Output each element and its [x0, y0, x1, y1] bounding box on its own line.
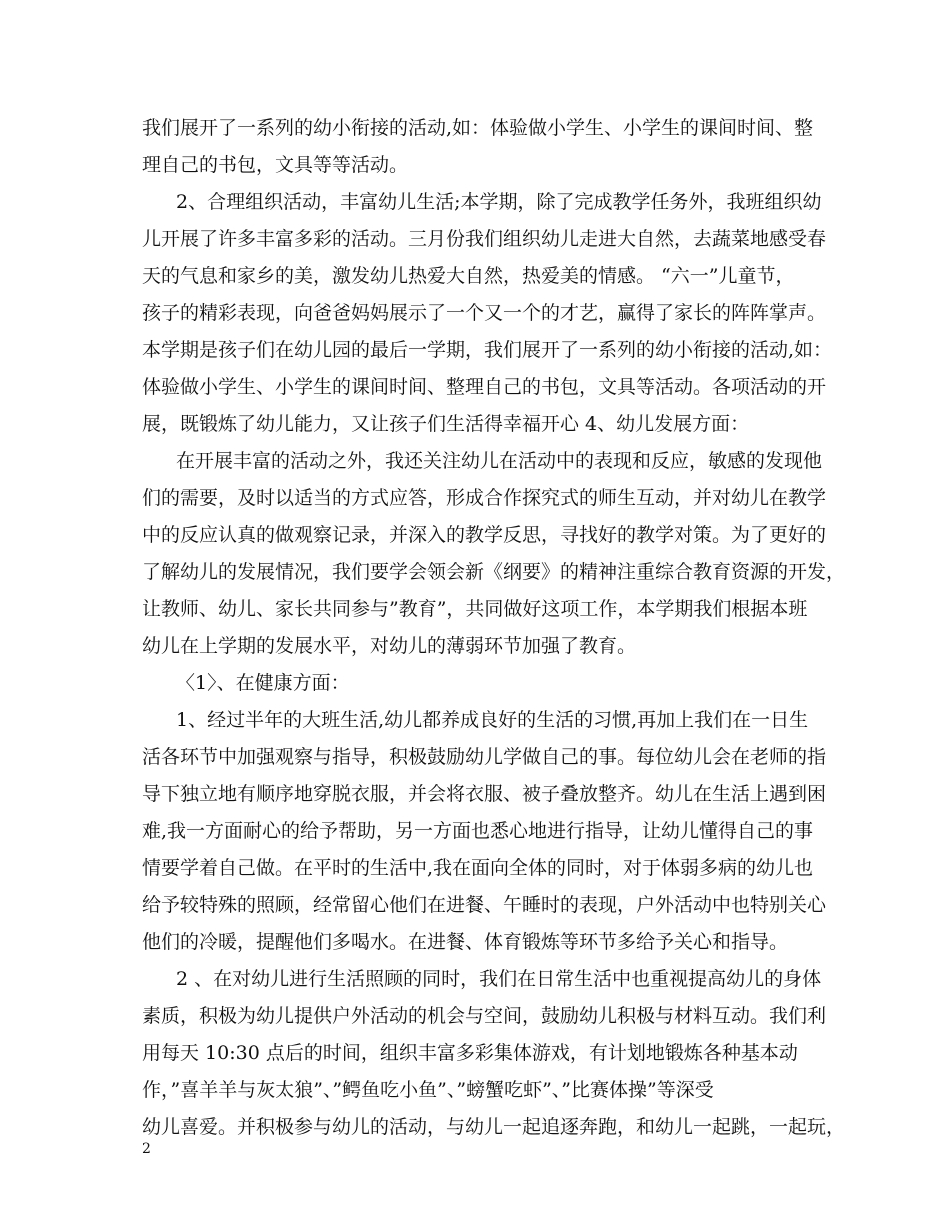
- text-line: 导下独立地有顺序地穿脱衣服，并会将衣服、被子叠放整齐。幼儿在生活上遇到困: [142, 783, 827, 805]
- text-line: 幼儿喜爱。并积极参与幼儿的活动，与幼儿一起追逐奔跑，和幼儿一起跳，一起玩，: [142, 1116, 846, 1138]
- text-line: 幼儿在上学期的发展水平，对幼儿的薄弱环节加强了教育。: [142, 635, 637, 657]
- text-line: 难,我一方面耐心的给予帮助，另一方面也悉心地进行指导，让幼儿懂得自己的事: [142, 820, 814, 842]
- text-line: 天的气息和家乡的美，激发幼儿热爱大自然，热爱美的情感。 “六一”儿童节，: [142, 265, 795, 287]
- text-line: 了解幼儿的发展情况，我们要学会领会新《纲要》的精神注重综合教育资源的开发，: [142, 561, 846, 583]
- text-line: 作，”喜羊羊与灰太狼”、”鳄鱼吃小鱼”、”螃蟹吃虾”、”比赛体操”等深受: [142, 1079, 714, 1101]
- text-line: 中的反应认真的做观察记录，并深入的教学反思，寻找好的教学对策。为了更好的: [142, 524, 827, 546]
- text-line: 在开展丰富的活动之外，我还关注幼儿在活动中的表现和反应，敏感的发现他: [176, 450, 823, 472]
- text-line: 我们展开了一系列的幼小衔接的活动,如：体验做小学生、小学生的课间时间、整: [142, 117, 814, 139]
- text-line: 们的需要，及时以适当的方式应答，形成合作探究式的师生互动，并对幼儿在教学: [142, 487, 827, 509]
- text-line: 情要学着自己做。在平时的生活中,我在面向全体的同时，对于体弱多病的幼儿也: [142, 857, 814, 879]
- text-line: 用每天 10:30 点后的时间，组织丰富多彩集体游戏，有计划地锻炼各种基本动: [142, 1042, 798, 1064]
- text-line: 体验做小学生、小学生的课间时间、整理自己的书包，文具等活动。各项活动的开: [142, 376, 827, 398]
- text-line: 展，既锻炼了幼儿能力，又让孩子们生活得幸福开心 4、幼儿发展方面：: [142, 413, 750, 435]
- text-line: 让教师、幼儿、家长共同参与”教育”，共同做好这项工作，本学期我们根据本班: [142, 598, 808, 620]
- text-line: 儿开展了许多丰富多彩的活动。三月份我们组织幼儿走进大自然，去蔬菜地感受春: [142, 228, 827, 250]
- text-line: 理自己的书包，文具等等活动。: [142, 154, 409, 176]
- text-line: 孩子的精彩表现，向爸爸妈妈展示了一个又一个的才艺，赢得了家长的阵阵掌声。: [142, 302, 827, 324]
- text-line: 给予较特殊的照顾，经常留心他们在进餐、午睡时的表现，户外活动中也特别关心: [142, 894, 827, 916]
- text-line: 2 、在对幼儿进行生活照顾的同时，我们在日常生活中也重视提高幼儿的身体: [176, 968, 822, 990]
- text-line: 本学期是孩子们在幼儿园的最后一学期，我们展开了一系列的幼小衔接的活动,如：: [142, 339, 833, 361]
- text-line: 素质，积极为幼儿提供户外活动的机会与空间，鼓励幼儿积极与材料互动。我们利: [142, 1005, 827, 1027]
- section-heading: 〈1〉、在健康方面：: [176, 672, 350, 694]
- page-number: 2: [142, 1141, 151, 1157]
- text-line: 他们的冷暖，提醒他们多喝水。在进餐、体育锻炼等环节多给予关心和指导。: [142, 931, 789, 953]
- text-line: 活各环节中加强观察与指导，积极鼓励幼儿学做自己的事。每位幼儿会在老师的指: [142, 746, 827, 768]
- text-line: 1、经过半年的大班生活,幼儿都养成良好的生活的习惯,再加上我们在一日生: [176, 709, 809, 731]
- text-line: 2、合理组织活动，丰富幼儿生活;本学期，除了完成教学任务外，我班组织幼: [176, 191, 822, 213]
